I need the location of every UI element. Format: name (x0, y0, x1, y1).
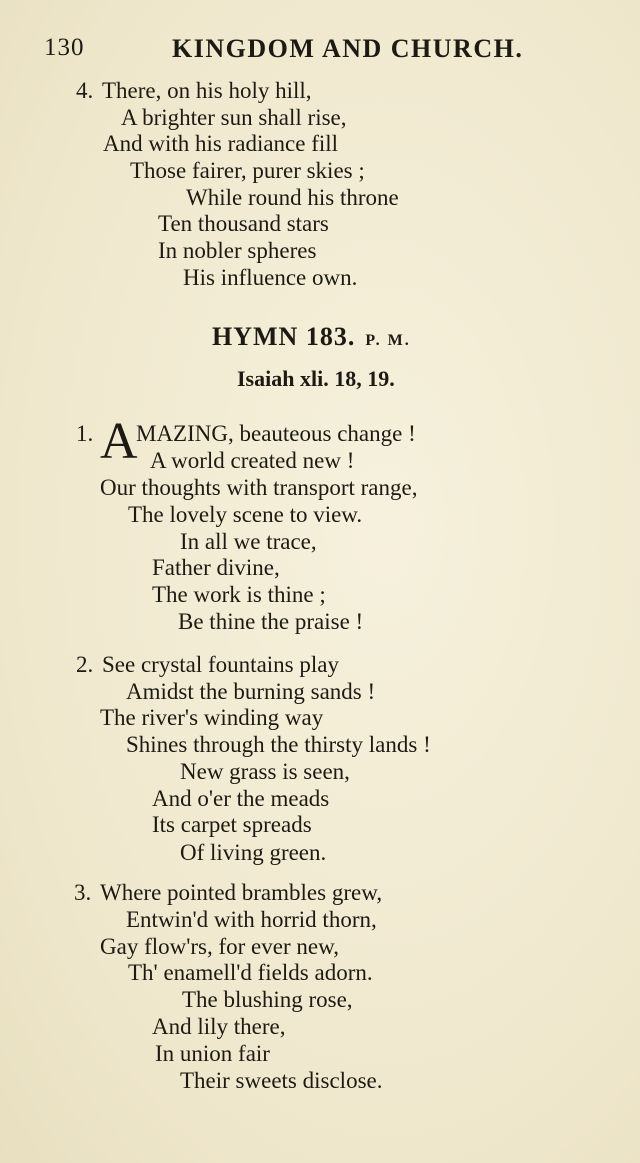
verse-line: A world created new ! (150, 448, 355, 473)
verse-line: 4. There, on his holy hill, (76, 78, 312, 103)
verse-line: Ten thousand stars (158, 211, 329, 236)
scripture-reference: Isaiah xli. 18, 19. (237, 366, 395, 391)
verse-line: Shines through the thirsty lands ! (126, 732, 431, 757)
verse-line: Th' enamell'd fields adorn. (128, 960, 373, 985)
drop-cap: A (100, 413, 138, 470)
verse-line: In all we trace, (180, 529, 317, 554)
verse-line: And lily there, (152, 1014, 286, 1039)
verse-line: His influence own. (183, 265, 358, 290)
stanza-number: 4. (76, 78, 94, 103)
verse-line: A brighter sun shall rise, (121, 105, 347, 130)
verse-line: Entwin'd with horrid thorn, (126, 907, 377, 932)
verse-line: The work is thine ; (152, 582, 326, 607)
verse-line: Our thoughts with transport range, (100, 475, 418, 500)
verse-line: Be thine the praise ! (178, 609, 364, 634)
stanza-number: 3. (74, 880, 92, 905)
verse-line: Their sweets disclose. (180, 1068, 383, 1093)
hymn-number: HYMN 183. (212, 322, 356, 351)
stanza-number: 1. (76, 421, 94, 446)
verse-line: 2. See crystal fountains play (76, 652, 339, 677)
page-header (44, 34, 540, 68)
verse-line: Of living green. (180, 840, 327, 865)
verse-line: And o'er the meads (152, 786, 330, 811)
hymn-title (212, 322, 411, 352)
verse-line: MAZING, beauteous change ! (136, 421, 416, 446)
verse-line: And with his radiance fill (103, 131, 339, 156)
hymn-meter: P. M. (365, 332, 411, 349)
verse-line: The lovely scene to view. (128, 502, 363, 527)
stanza-number: 2. (76, 652, 94, 677)
page-number: 130 (44, 34, 85, 61)
verse-line: The blushing rose, (182, 987, 353, 1012)
verse-line: 3. Where pointed brambles grew, (74, 880, 383, 905)
verse-line: Father divine, (152, 555, 280, 580)
verse-line: In nobler spheres (158, 238, 317, 263)
verse-line: Its carpet spreads (152, 812, 312, 837)
verse-line: The river's winding way (100, 705, 324, 730)
verse-line: Amidst the burning sands ! (126, 679, 376, 704)
verse-line: While round his throne (186, 185, 399, 210)
verse-line: New grass is seen, (180, 759, 350, 784)
running-title: KINGDOM AND CHURCH. (172, 34, 524, 63)
verse-line: In union fair (155, 1041, 270, 1066)
verse-line: Gay flow'rs, for ever new, (100, 934, 339, 959)
verse-line: Those fairer, purer skies ; (130, 158, 365, 183)
